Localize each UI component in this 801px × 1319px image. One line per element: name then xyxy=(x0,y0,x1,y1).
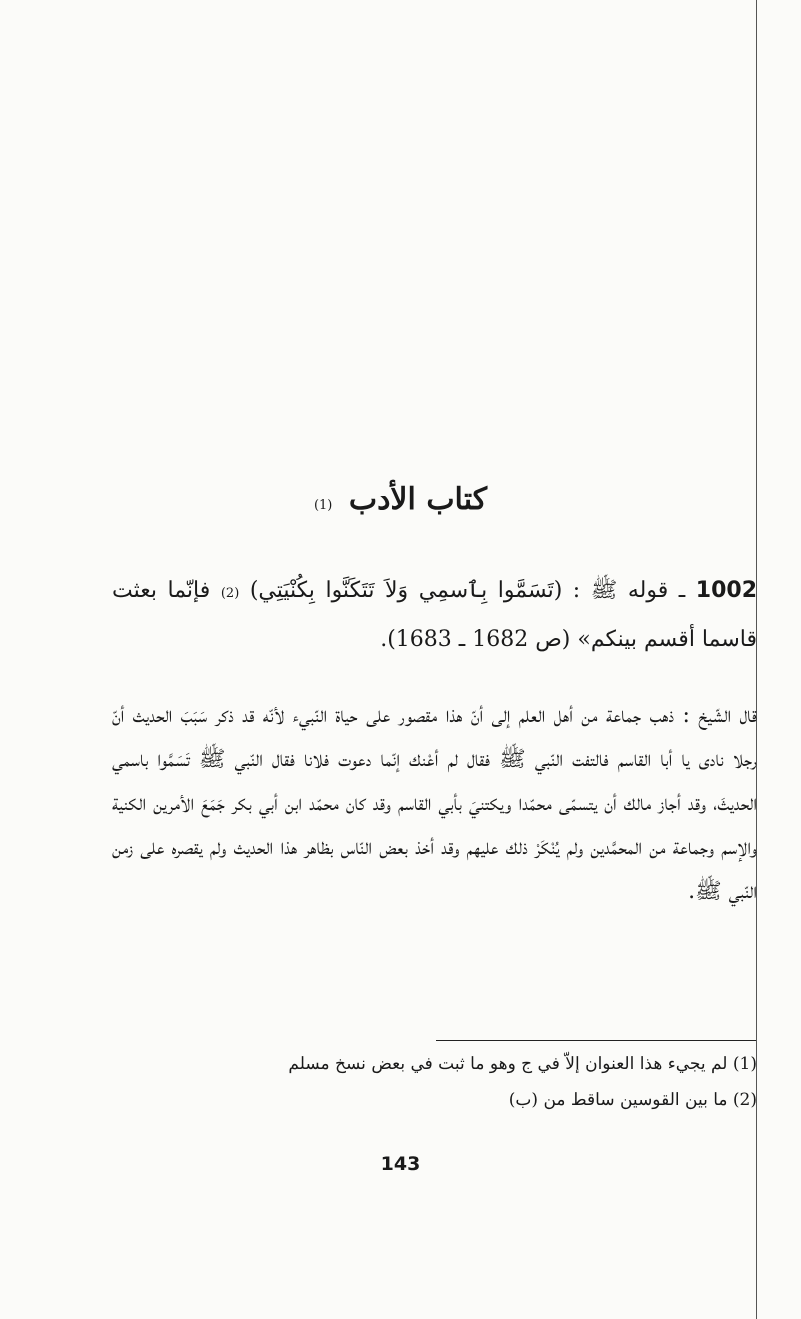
commentary-paragraph xyxy=(112,694,757,914)
footnote-2: (2) ما بين القوسين ساقط من (ب) xyxy=(508,1090,757,1110)
entry-note-mark: (2) xyxy=(220,586,240,601)
commentary-text: قال الشّيخ : ذهب جماعة من أهل العلم إلى أنّ هذا مقصور على حياة النّبيء لأنّه قد ذكر سَبَبَ الحديث أنّ رجلا نادى يا أبا القاسم فالتفت النّبي ﷺ فقال لم أعْنك إنّما دعوت فلانا فقال النّبي ﷺ تَسَمَّوا باسمي الحديثَ، وقد أجاز مالك أن يتسمّى محمّدا ويكتنيَ بأبي القاسم وقد كان محمّد ابن أبي بكر جَمَعَ الأمرين الكنية والإسم وجماعة من المحمَّدين ولم يُنْكَرْ ذلك عليهم وقد أخذ بعض النّاس بظاهر هذا الحديث ولم يقصره على زمن النّبي ﷺ. xyxy=(111,703,757,904)
chapter-title-text: كتاب الأدب xyxy=(348,482,488,517)
chapter-title-note-mark: (1) xyxy=(313,498,333,513)
footnote-1: (1) لم يجيء هذا العنوان إلاّ في ج وهو ما ثبت في بعض نسخ مسلم xyxy=(288,1054,757,1074)
entry-number: 1002 xyxy=(695,578,758,603)
chapter-title xyxy=(0,482,801,517)
page-number: 143 xyxy=(380,1153,421,1175)
entry-continuation: فإنّما بعثت قاسما أقسم بينكم» (ص 1682 ـ 1683). xyxy=(112,578,757,652)
hadith-entry xyxy=(112,568,757,663)
footnote-separator xyxy=(436,1040,756,1041)
entry-text: ـ قوله ﷺ : (تَسَمَّوا بِٱسمِي وَلاَ تَتَكَنَّوا بِكُنْيَتِي) xyxy=(249,578,686,603)
